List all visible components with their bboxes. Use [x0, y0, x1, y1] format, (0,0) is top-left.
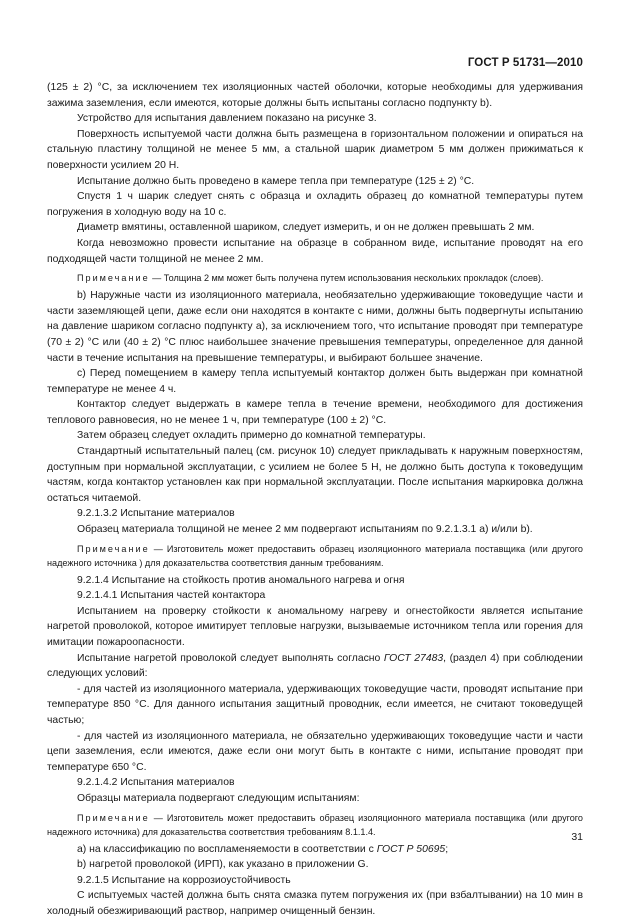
paragraph: Испытанием на проверку стойкости к аномальному нагреву и огнестойкости является испытание нагретой проволокой, которое имитирует тепловые нагрузки, вызываемые источником тепла или горения для имитации пожароопасности. [47, 605, 583, 648]
paragraph: Испытание должно быть проведено в камере тепла при температуре (125 ± 2) °С. [77, 175, 475, 187]
note-label: Примечание [77, 812, 150, 823]
section-heading: 9.2.1.4.2 Испытания материалов [77, 777, 235, 789]
paragraph: Затем образец следует охладить примерно до комнатной температуры. [77, 430, 426, 442]
section-heading: 9.2.1.5 Испытание на коррозиоустойчивость [77, 874, 291, 886]
list-item [47, 842, 583, 858]
paragraph: с) Перед помещением в камеру тепла испытуемый контактор должен быть выдержан при комнатной температуре не менее 4 ч. [47, 368, 583, 395]
paragraph: Когда невозможно провести испытание на образце в собранном виде, испытание проводят на его подходящей части толщиной не менее 2 мм. [47, 237, 583, 265]
note [47, 811, 583, 839]
paragraph: Диаметр вмятины, оставленной шариком, следует измерить, и он не должен превышать 2 мм. [77, 222, 535, 234]
paragraph: Устройство для испытания давлением показано на рисунке 3. [77, 113, 377, 125]
list-item: - для частей из изоляционного материала, удерживающих токоведущие части, проводят испытание при температуре 850 °С. Для данного испытания защитный проводник, если имеется, не считают токоведущей частью; [47, 683, 583, 726]
paragraph: Стандартный испытательный палец (см. рисунок 10) следует прикладывать к наружным поверхностям, доступным при нормальной эксплуатации, с усилием не более 5 Н, не должно быть доступа к токоведущим частям, когда контактор установлен как при нормальной эксплуатации. После испытания маркировка должна остаться читаемой. [47, 446, 583, 504]
standard-reference: ГОСТ 27483 [383, 652, 444, 664]
paragraph: С испытуемых частей должна быть снята смазка путем погружения их (при взбалтывании) на 10 мин в холодный обезжиривающий раствор, например очищенный бензин. [47, 890, 583, 917]
note [47, 542, 583, 570]
paragraph: b) Наружные части из изоляционного материала, необязательно удерживающие токоведущие части и части заземляющей цепи, даже если они находятся в контакте с ними, должны быть подвергнуты испытанию на давление шариком согласно подпункту а), за исключением того, что испытание проводят при температуре (70 ± 2) °С или (40 ± 2) °С плюс наибольшее значение превышения температуры, определенное для данной части в течение испытания на превышение температуры, и выбирают большее значение. [47, 290, 583, 364]
paragraph: Поверхность испытуемой части должна быть размещена в горизонтальном положении и опираться на стальную пластину толщиной не менее 5 мм, а стальной шарик диаметром 5 мм должен прижиматься к поверхности усилием 20 Н. [47, 128, 583, 171]
section-heading: 9.2.1.4 Испытание на стойкость против аномального нагрева и огня [77, 574, 405, 586]
note-text: — Изготовитель может предоставить образец изоляционного материала поставщика (или другого надежного источника ) для доказательства соответствия данным требованиям. [47, 543, 583, 568]
note-label: Примечание [77, 273, 150, 284]
list-punctuation: ; [445, 843, 449, 855]
section-heading: 9.2.1.4.1 Испытания частей контактора [77, 590, 266, 602]
note [47, 271, 583, 285]
page-number: 31 [571, 831, 583, 843]
paragraph: Образцы материала подвергают следующим испытаниям: [77, 792, 360, 804]
list-item: - для частей из изоляционного материала, не обязательно удерживающих токоведущие части и части цепи заземления, если имеются, даже если они могут быть в контакте с ними, испытание проводят при температуре 650 °С. [47, 730, 583, 773]
standard-reference: ГОСТ Р 50695 [376, 843, 446, 855]
paragraph: (125 ± 2) °С, за исключением тех изоляционных частей оболочки, которые необходимы для удерживания зажима заземления, если имеются, которые должны быть испытаны согласно подпункту b). [47, 82, 583, 109]
note-label: Примечание [77, 543, 150, 554]
document-body [47, 80, 583, 920]
paragraph: Образец материала толщиной не менее 2 мм подвергают испытаниям по 9.2.1.3.1 а) и/или b). [77, 524, 533, 536]
paragraph-text: Испытание нагретой проволокой следует выполнять согласно [77, 652, 384, 664]
list-item-text: а) на классификацию по воспламеняемости в соответствии с [77, 843, 377, 855]
paragraph: Спустя 1 ч шарик следует снять с образца и охладить образец до комнатной температуры путем погружения в холодную воду на 10 с. [47, 191, 583, 218]
section-heading: 9.2.1.3.2 Испытание материалов [77, 508, 235, 520]
paragraph-text: , (раздел 4) при соблюдении следующих условий: [47, 652, 583, 680]
list-item: b) нагретой проволокой (ИРП), как указано в приложении G. [77, 859, 369, 871]
paragraph [47, 651, 583, 682]
document-code: ГОСТ Р 51731—2010 [467, 57, 583, 69]
note-text: — Изготовитель может предоставить образец изоляционного материала поставщика (или другого надежного источника) для доказательства соответствия требованиям 8.1.1.4. [47, 812, 583, 837]
note-text: — Толщина 2 мм может быть получена путем использования нескольких прокладок (слоев). [152, 273, 544, 284]
paragraph: Контактор следует выдержать в камере тепла в течение времени, необходимого для достижения теплового равновесия, но не менее 1 ч, при температуре (100 ± 2) °С. [47, 399, 583, 426]
